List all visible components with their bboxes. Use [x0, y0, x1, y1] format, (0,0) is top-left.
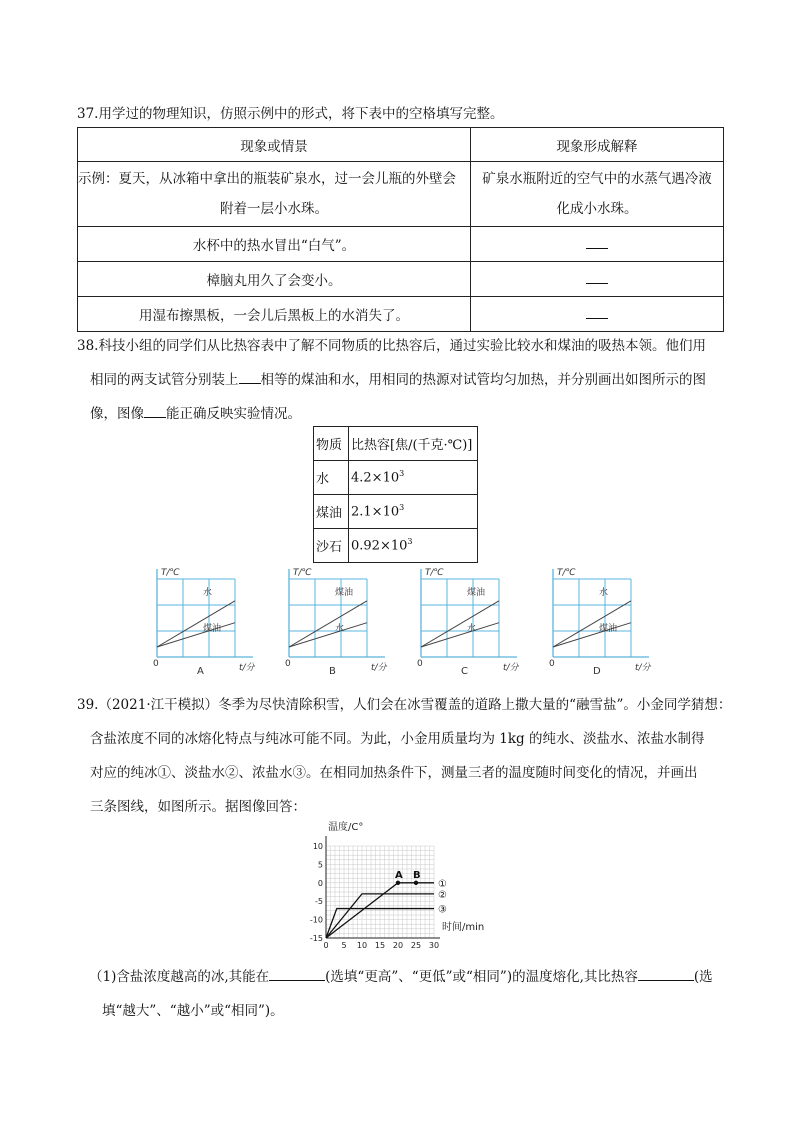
- x-tick-label: 5: [341, 941, 347, 950]
- example-explanation: 矿泉水瓶附近的空气中的水蒸气遇冷液 化成小水珠。: [471, 162, 724, 227]
- upper-line-label: 水: [203, 588, 213, 598]
- blank-2[interactable]: [144, 405, 166, 418]
- origin-label: 0: [549, 659, 555, 669]
- table-header-row: 物质 比热容[焦/(千克·℃)]: [314, 427, 478, 461]
- point-A: [396, 881, 400, 885]
- lower-line-label: 煤油: [203, 624, 222, 634]
- table-row: 煤油 $2.1\times 10^3$: [314, 495, 478, 529]
- graph-C: [417, 568, 520, 677]
- q39-question-1: （1)含盐浓度越高的冰,其能在 (选填“更高”、“更低”或“相同”)的温度熔化,其比热容 (选 填“越大”、“越小”或“相同”)。: [89, 969, 713, 1019]
- x-tick-label: 15: [374, 941, 386, 950]
- origin-label: 0: [153, 659, 159, 669]
- lower-line-label: 水: [335, 624, 345, 634]
- row-scene: 樟脑丸用久了会变小。: [78, 262, 471, 297]
- answer-blank[interactable]: [471, 227, 724, 262]
- y-tick-label: 5: [317, 860, 323, 870]
- table-row: [78, 227, 724, 262]
- graph-B: [285, 568, 388, 677]
- example-row: [78, 162, 724, 227]
- axis-y-label: T/℃: [161, 568, 180, 578]
- specific-heat-table: [313, 426, 478, 563]
- series-label-3: ③: [438, 904, 447, 916]
- x-axis-label: 时间/min: [442, 922, 485, 933]
- graph-letter: A: [197, 666, 204, 677]
- blank-heat-capacity[interactable]: [638, 968, 694, 981]
- upper-line: [157, 601, 235, 647]
- series-label-2: ②: [438, 889, 447, 901]
- point-B: [414, 881, 418, 885]
- origin-label: 0: [417, 659, 423, 669]
- q39-chart: [306, 818, 496, 953]
- blank-1[interactable]: [239, 371, 261, 384]
- graph-D: [549, 568, 652, 677]
- graph-letter: D: [593, 666, 601, 677]
- y-tick-label: -10: [309, 915, 323, 925]
- table-row: [78, 262, 724, 297]
- axis-x-label: t/分: [239, 663, 255, 673]
- axis-y-label: T/℃: [293, 568, 312, 578]
- axis-y-label: T/℃: [425, 568, 444, 578]
- row-scene: 用湿布擦黑板，一会儿后黑板上的水消失了。: [78, 297, 471, 332]
- graph-letter: B: [329, 666, 336, 677]
- upper-line: [421, 601, 499, 647]
- row-scene: 水杯中的热水冒出“白气”。: [78, 227, 471, 262]
- y-axis-label: 温度/C°: [328, 822, 364, 833]
- point-label-A: A: [395, 869, 403, 881]
- upper-line: [553, 601, 631, 647]
- table-row: 沙石 $0.92\times 10^3$: [314, 529, 478, 563]
- lower-line: [157, 623, 235, 647]
- y-tick-label: -5: [315, 897, 323, 907]
- graph-A: [153, 568, 256, 677]
- y-tick-label: 0: [317, 878, 323, 888]
- origin-label: 0: [285, 659, 291, 669]
- answer-blank[interactable]: [471, 262, 724, 297]
- answer-blank[interactable]: [471, 297, 724, 332]
- lower-line: [289, 623, 367, 647]
- q37-prompt: 37.用学过的物理知识，仿照示例中的形式，将下表中的空格填写完整。: [77, 106, 504, 122]
- series-label-1: ①: [438, 878, 447, 890]
- header-explanation: 现象形成解释: [471, 128, 724, 162]
- upper-line: [289, 601, 367, 647]
- x-tick-label: 30: [428, 941, 440, 950]
- axis-y-label: T/℃: [557, 568, 576, 578]
- q38-text: 38.科技小组的同学们从比热容表中了解不同物质的比热容后，通过实验比较水和煤油的吸热本领。他们用 相同的两支试管分别装上 相等的煤油和水，用相同的热源对试管均匀加热，并分别画出如图所示的图 像，图像 能正确反映实验情况。: [77, 338, 706, 422]
- example-scene: 示例：夏天，从冰箱中拿出的瓶装矿泉水，过一会儿瓶的外壁会 附着一层小水珠。: [78, 162, 471, 227]
- point-label-B: B: [413, 869, 421, 881]
- x-tick-label: 0: [323, 941, 329, 950]
- lower-line-label: 水: [467, 624, 477, 634]
- q37-table: [77, 127, 724, 332]
- y-tick-label: 10: [312, 842, 323, 851]
- graph-letter: C: [461, 666, 468, 677]
- upper-line-label: 煤油: [335, 588, 354, 598]
- lower-line-label: 煤油: [599, 624, 618, 634]
- q38-graphs: [140, 563, 660, 683]
- x-tick-label: 10: [356, 941, 368, 950]
- header-scene: 现象或情景: [78, 128, 471, 162]
- x-tick-label: 20: [392, 941, 404, 950]
- lower-line: [421, 623, 499, 647]
- lower-line: [553, 623, 631, 647]
- axis-x-label: t/分: [503, 663, 519, 673]
- table-row: 水 $4.2\times 10^3$: [314, 461, 478, 495]
- upper-line-label: 煤油: [467, 588, 486, 598]
- table-header-row: [78, 128, 724, 162]
- x-tick-label: 25: [410, 941, 422, 950]
- q39-text: 39.（2021·江干模拟）冬季为尽快清除积雪，人们会在冰雪覆盖的道路上撒大量的“融雪盐”。小金同学猜想： 含盐浓度不同的冰熔化特点与纯冰可能不同。为此，小金用质量均为 1kg 的纯水、淡盐水、浓盐水制得 对应的纯冰①、淡盐水②、浓盐水③。在相同加热条件下，测量三者的温度随时间变化的情况，并画出 三条图线，如图所示。据图像回答：: [77, 697, 732, 815]
- table-row: [78, 297, 724, 332]
- axis-x-label: t/分: [635, 663, 651, 673]
- upper-line-label: 水: [599, 588, 609, 598]
- axis-x-label: t/分: [371, 663, 387, 673]
- y-tick-label: -15: [309, 934, 323, 943]
- blank-melting[interactable]: [269, 968, 325, 981]
